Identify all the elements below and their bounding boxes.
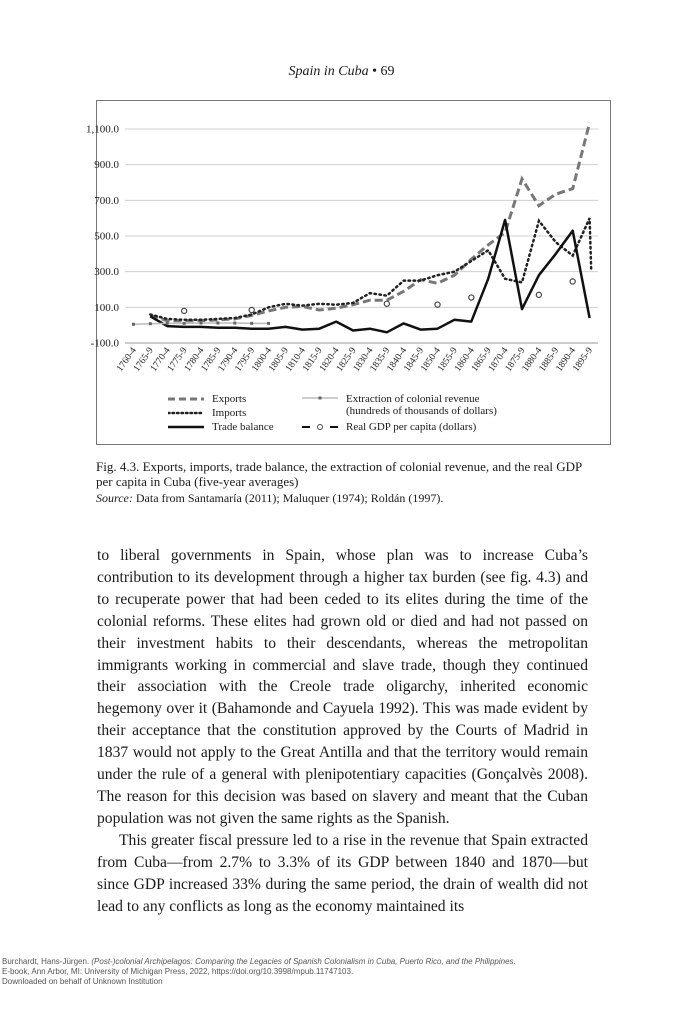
footer-book-title: (Post-)colonial Archipelagos: Comparing the Legacies of Spanish Colonialism in Cuba, Puerto Rico, and the Philippines. [91,957,516,966]
x-tick-label: 1780-4 [182,345,207,374]
footer-publisher: E-book, Ann Arbor, MI: University of Michigan Press, 2022, https://doi.org/10.3998/mpub.11747103. [2,967,354,976]
x-tick-label: 1865-9 [470,345,494,374]
legend-label-extraction-line1: Extraction of colonial revenue [346,393,480,405]
page-number: 69 [380,64,395,79]
legend-label-gdp: Real GDP per capita (dollars) [346,421,477,433]
legend-item-gdp [302,421,476,433]
x-tick-label: 1885-9 [537,345,562,374]
x-tick-label: 1790-4 [216,345,241,374]
gdp-point [435,302,440,307]
x-tick-label: 1800-4 [250,345,275,374]
running-head-title: Spain in Cuba [288,64,369,79]
x-tick-label: 1890-4 [554,345,579,374]
legend-item-imports [168,407,246,419]
x-tick-label: 1785-9 [199,345,224,374]
x-tick-label: 1875-9 [503,345,528,374]
extraction-point [166,322,169,325]
x-tick-label: 1830-4 [351,345,376,374]
gdp-point [384,301,389,306]
footer-author: Burchardt, Hans-Jürgen. [2,957,92,966]
body-paragraph-2: This greater fiscal pressure led to a rise in the revenue that Spain extracted from Cuba—from 2.7% to 3.3% of its GDP between 1840 and 1870—but since GDP increased 33% during the same period, the drain of wealth did not lead to any conflicts as long as the economy maintained its [97,831,588,915]
x-tick-label: 1795-9 [233,345,258,374]
y-tick-label: 100.0 [94,301,119,314]
y-tick-label: 1,100.0 [86,123,119,136]
legend-label-extraction-line2: (hundreds of thousands of dollars) [346,405,497,417]
x-tick-label: 1870-4 [486,345,511,374]
chart-legend [168,393,568,441]
x-tick-label: 1765-9 [132,345,156,374]
x-tick-label: 1845-9 [402,345,427,374]
extraction-point [216,322,219,325]
extraction-point [132,323,135,326]
extraction-point [183,322,186,325]
extraction-point [233,322,236,325]
extraction-point [250,322,253,325]
x-tick-label: 1895-9 [571,345,596,374]
extraction-point [149,322,152,325]
gdp-point [469,295,474,300]
x-tick-label: 1820-4 [317,345,342,374]
extraction-point [200,322,203,325]
source-text: Data from Santamaría (2011); Maluquer (1974); Roldán (1997). [135,491,444,505]
chart [0,0,683,450]
running-head-separator: • [372,64,378,79]
gdp-point [536,292,541,297]
x-tick-label: 1775-9 [165,345,190,374]
x-tick-label: 1760-4 [115,345,139,374]
x-tick-label: 1840-4 [385,345,410,374]
x-tick-label: 1810-4 [284,345,308,374]
gdp-point [570,279,575,284]
x-tick-label: 1880-4 [520,345,545,374]
body-paragraph-1: to liberal governments in Spain, whose plan was to increase Cuba’s contribution to its development through a higher tax burden (see fig. 4.3) and to recuperate power that had been ceded to its elites during the time of the colonial reforms. These elites had grown old or died and had not passed on their investment habits to their descendants, whereas the metropolitan immigrants working in commercial and slave trade, though they continued their association with the Creole trade oligarchy, inherited economic hegemony over it (Bahamonde and Cayuela 1992). This was made evident by their acceptance that the constitution approved by the Courts of Madrid in 1837 would not apply to the Great Antilla and that the territory would remain under the rule of a general with plenipotentiary capacities (Gonçalvès 2008). The reason for this decision was based on slavery and meant that the Cuban population was not given the same rights as the Spanish. [97,547,588,827]
gdp-point [249,307,254,312]
x-tick-label: 1850-4 [419,345,443,374]
x-tick-label: 1855-9 [436,345,460,374]
legend-item-trade-balance [168,421,274,433]
y-tick-label: 300.0 [94,266,119,279]
x-tick-label: 1860-4 [453,345,477,374]
legend-label-trade-balance: Trade balance [212,421,274,433]
x-tick-label: 1835-9 [368,345,393,374]
x-tick-label: 1815-9 [301,345,325,374]
extraction-point [267,322,270,325]
legend-item-exports [168,393,246,405]
legend-label-imports: Imports [212,407,247,419]
y-tick-label: 900.0 [94,159,119,172]
body-text [97,545,588,917]
footer-citation [2,957,642,987]
exports-line [150,123,589,321]
x-tick-label: 1770-4 [149,345,173,374]
source-label: Source: [96,491,133,505]
figure-caption: Fig. 4.3. Exports, imports, trade balance, the extraction of colonial revenue, and the real GDP per capita in Cuba (five-year averages) [96,459,582,489]
y-tick-label: -100.0 [90,337,119,350]
legend-item-extraction [302,393,497,417]
x-tick-label: 1825-9 [334,345,359,374]
y-tick-label: 700.0 [94,194,119,207]
figure-source [96,491,596,506]
x-tick-label: 1805-9 [267,345,291,374]
legend-label-exports: Exports [212,393,247,405]
footer-download-note: Downloaded on behalf of Unknown Institution [2,977,163,986]
gdp-point [182,308,187,313]
y-tick-label: 500.0 [94,230,119,243]
